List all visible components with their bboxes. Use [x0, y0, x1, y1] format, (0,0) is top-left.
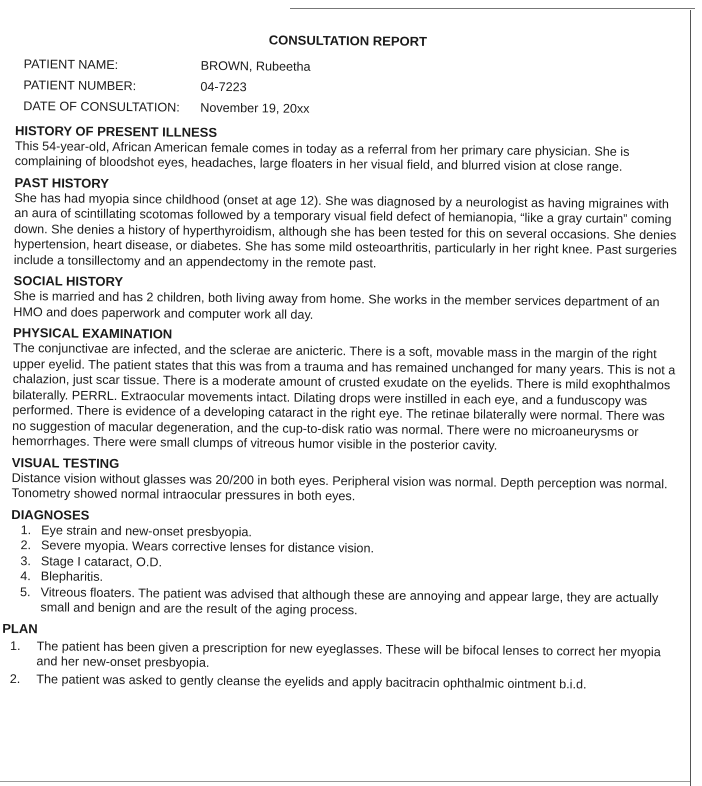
plan-list	[10, 638, 674, 693]
page-edge-top	[290, 8, 695, 9]
consultation-report	[2, 30, 680, 693]
past-history-heading: PAST HISTORY	[14, 174, 109, 191]
consultation-date-label: DATE OF CONSULTATION:	[23, 99, 180, 115]
diagnosis-text: Vitreous floaters. The patient was advised that although these are annoying and appear large, they are actually small and benign and are the result of the aging process.	[40, 584, 659, 618]
page-edge-bottom	[0, 781, 690, 782]
consultation-date-value: November 19, 20xx	[200, 101, 310, 117]
diagnosis-number: 5.	[20, 584, 31, 599]
diagnosis-text: Eye strain and new-onset presbyopia.	[41, 522, 252, 539]
diagnosis-number: 2.	[20, 538, 32, 553]
plan-number: 1.	[10, 638, 21, 653]
patient-info	[15, 54, 680, 123]
visual-testing-heading: VISUAL TESTING	[11, 454, 120, 471]
patient-number-label: PATIENT NUMBER:	[23, 78, 137, 94]
patient-name-label: PATIENT NAME:	[23, 57, 119, 73]
diagnosis-number: 3.	[20, 553, 31, 568]
diagnosis-text: Blepharitis.	[40, 569, 104, 584]
visual-testing-text: Distance vision without glasses was 20/200 in both eyes. Peripheral vision was normal. Depth perception was normal. Tonometry showed normal intraocular pressures in both eyes.	[11, 470, 668, 504]
plan-text: The patient has been given a prescription for new eyeglasses. These will be bifocal lenses to correct her myopia and her new-onset presbyopia.	[36, 638, 661, 670]
patient-name-value: BROWN, Rubeetha	[200, 59, 311, 75]
social-history-heading: SOCIAL HISTORY	[13, 272, 124, 290]
page-edge-right	[690, 10, 691, 786]
history-present-illness-heading: HISTORY OF PRESENT ILLNESS	[14, 122, 218, 140]
plan-item	[10, 638, 674, 675]
diagnosis-item	[10, 584, 674, 621]
past-history-text: She has had myopia since childhood (onset at age 12). She was diagnosed by a neurologist as having migraines with an aura of scintillating scotomas followed by a temporary visual field defect of hemianopia, “like a gray curtain” coming down. She denies a history of hyperthyroidism, although she has been tested for this on several occasions. She denies hypertension, heart disease, or diabetes. She has some mild osteoarthritis, particularly in her right knee. Past surgeries include a tonsillectomy and an appendectomy in the remote past.	[13, 190, 677, 270]
report-title: CONSULTATION REPORT	[268, 32, 428, 49]
physical-examination-heading: PHYSICAL EXAMINATION	[13, 324, 173, 342]
plan-heading: PLAN	[2, 620, 38, 636]
history-present-illness-text: This 54-year-old, African American female comes in today as a referral from her primary care physician. She is complaining of bloodshot eyes, headaches, large floaters in her visual field, and blurred vision at close range.	[14, 138, 630, 174]
physical-examination-text: The conjunctivae are infected, and the sclerae are anicteric. There is a soft, movable mass in the margin of the right upper eyelid. The patient states that this was from a trauma and has remained unchanged for many years. This is not a chalazion, just scar tissue. There is a moderate amount of crusted exudate on the eyelids. There is mild exophthalmos bilaterally. PERRL. Extraocular movements intact. Dilating drops were instilled in each eye, and a funduscopy was performed. There is evidence of a developing cataract in the right eye. The retinae bilaterally were normal. There was no suggestion of macular degeneration, and the cup-to-disk ratio was normal. There were no microaneurysms or hemorrhages. There were small clumps of vitreous humor visible in the posterior cavity.	[11, 340, 676, 453]
diagnosis-number: 4.	[20, 569, 31, 584]
diagnosis-number: 1.	[20, 522, 32, 537]
patient-number-value: 04-7223	[200, 80, 247, 95]
social-history-text: She is married and has 2 children, both living away from home. She works in the member services department of an HMO and does paperwork and computer work all day.	[13, 288, 660, 322]
diagnosis-text: Stage I cataract, O.D.	[40, 553, 163, 569]
plan-number: 2.	[9, 671, 21, 686]
diagnoses-heading: DIAGNOSES	[11, 506, 90, 523]
diagnosis-text: Severe myopia. Wears corrective lenses for distance vision.	[40, 538, 375, 556]
plan-text: The patient was asked to gently cleanse the eyelids and apply bacitracin ophthalmic ointment b.i.d.	[36, 671, 587, 692]
diagnoses-list	[10, 522, 675, 621]
